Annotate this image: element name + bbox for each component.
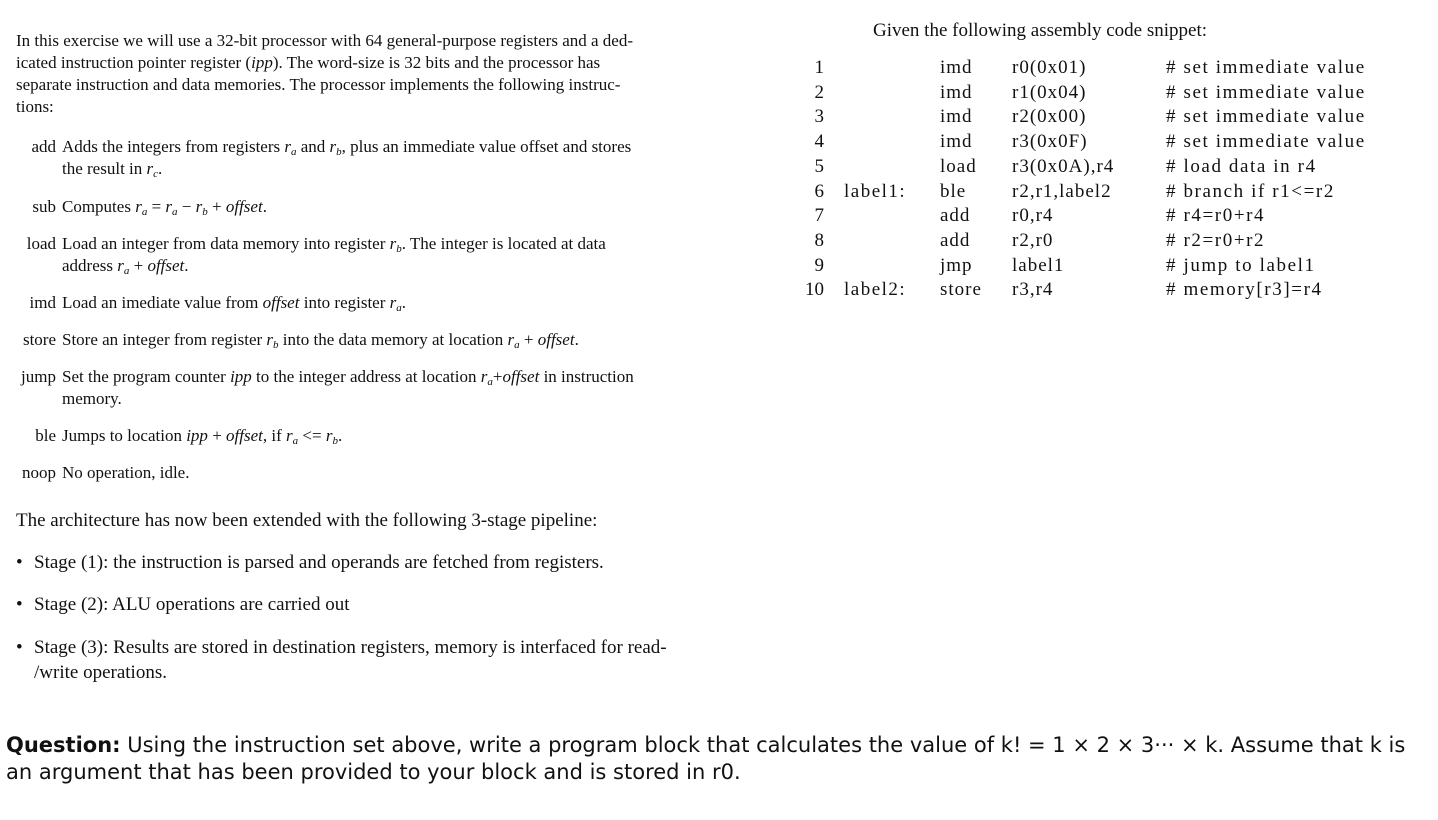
instruction-name: imd: [29, 293, 56, 312]
code-comment: # r4=r0+r4: [1166, 205, 1266, 227]
code-opcode: add: [940, 205, 971, 227]
bullet-icon: •: [16, 594, 23, 615]
instruction-name: sub: [32, 197, 56, 216]
instruction-description: Adds the integers from registers $r_a$ and $r_b$, plus an immediate value offset and stores the result in $r_c$.: [62, 137, 632, 180]
instruction-set-description: [16, 30, 728, 482]
code-opcode: imd: [940, 57, 973, 78]
line-number: 10: [805, 279, 824, 301]
question-label: Question:: [6, 733, 121, 757]
code-title: Given the following assembly code snippet:: [873, 20, 1208, 41]
code-operands: r3,r4: [1012, 279, 1054, 301]
question-text: Question: Using the instruction set above, write a program block that calculates the value of k! = 1 × 2 × 3··· × k. Assume that k is an argument that has been provided to your block and is stored in r0.: [6, 733, 1406, 784]
code-opcode: imd: [940, 131, 973, 153]
code-line: [796, 230, 1436, 255]
code-operands: r1(0x04): [1012, 81, 1087, 103]
code-opcode: ble: [940, 180, 967, 202]
line-number: 7: [814, 205, 824, 227]
code-line: [796, 57, 1436, 82]
code-line: [796, 255, 1436, 280]
code-opcode: jmp: [940, 254, 973, 276]
code-operands: r3(0x0A),r4: [1012, 155, 1115, 177]
instruction-description: Load an integer from data memory into register $r_b$. The integer is located at data address $r_a$ + offset.: [62, 234, 606, 277]
code-operands: r0(0x01): [1012, 57, 1087, 78]
line-number: 5: [814, 155, 824, 177]
code-line: [796, 82, 1436, 107]
code-label: label2:: [844, 279, 907, 301]
instruction-description: Store an integer from register $r_b$ into the data memory at location $r_a$ + offset.: [62, 330, 579, 351]
instruction-name: noop: [22, 463, 56, 482]
pipeline-intro: The architecture has now been extended with the following 3-stage pipeline:: [16, 510, 598, 531]
instruction-name: ble: [35, 426, 56, 445]
code-operands: r2(0x00): [1012, 106, 1087, 128]
code-comment: # jump to label1: [1166, 254, 1316, 276]
code-comment: # load data in r4: [1166, 155, 1317, 177]
bullet-icon: •: [16, 552, 23, 573]
line-number: 6: [814, 180, 824, 202]
code-operands: r3(0x0F): [1012, 131, 1088, 153]
instruction-description: Set the program counter ipp to the integer address at location $r_a+offset$ in instruction memory.: [62, 367, 634, 408]
line-number: 8: [814, 229, 824, 251]
code-comment: # set immediate value: [1166, 81, 1366, 103]
line-number: 9: [814, 254, 824, 276]
code-line: [796, 106, 1436, 131]
instruction-description: Computes $r_a = r_a - r_b$ + offset.: [62, 197, 267, 218]
code-line: [796, 131, 1436, 156]
instruction-name: store: [22, 330, 56, 349]
code-operands: r2,r0: [1012, 229, 1054, 251]
code-comment: # set immediate value: [1166, 106, 1366, 128]
line-number: 3: [814, 106, 824, 128]
instruction-name: load: [26, 234, 56, 253]
code-operands: r2,r1,label2: [1012, 180, 1112, 202]
instruction-description: Load an imediate value from offset into register $r_a$.: [62, 293, 407, 314]
code-comment: # r2=r0+r2: [1166, 229, 1266, 251]
instruction-description: No operation, idle.: [62, 463, 190, 482]
line-number: 1: [814, 57, 824, 78]
code-opcode: imd: [940, 81, 973, 103]
code-opcode: load: [940, 155, 977, 177]
code-opcode: store: [940, 279, 982, 301]
code-operands: label1: [1012, 254, 1065, 276]
code-line: [796, 279, 1436, 304]
code-line: [796, 181, 1436, 206]
instruction-description: Jumps to location ipp + offset, if $r_a <= r_b$.: [62, 426, 343, 447]
line-number: 2: [814, 81, 824, 103]
code-line: [796, 156, 1436, 181]
instruction-name: jump: [21, 367, 56, 386]
bullet-icon: •: [16, 637, 23, 658]
code-opcode: add: [940, 229, 971, 251]
code-opcode: imd: [940, 106, 973, 128]
code-comment: # memory[r3]=r4: [1166, 279, 1323, 301]
line-number: 4: [814, 131, 824, 153]
instruction-name: add: [31, 137, 56, 156]
intro-paragraph: In this exercise we will use a 32-bit processor with 64 general-purpose registers and a ded- icated instruction pointer register (ipp). The word-size is 32 bits and the processor has separate instruction and data memories. The processor implements the following instruc- tions:: [16, 31, 633, 116]
code-operands: r0,r4: [1012, 205, 1054, 227]
code-comment: # set immediate value: [1166, 57, 1366, 78]
code-comment: # set immediate value: [1166, 131, 1366, 153]
code-line: [796, 205, 1436, 230]
code-comment: # branch if r1<=r2: [1166, 180, 1335, 202]
code-label: label1:: [844, 180, 907, 202]
